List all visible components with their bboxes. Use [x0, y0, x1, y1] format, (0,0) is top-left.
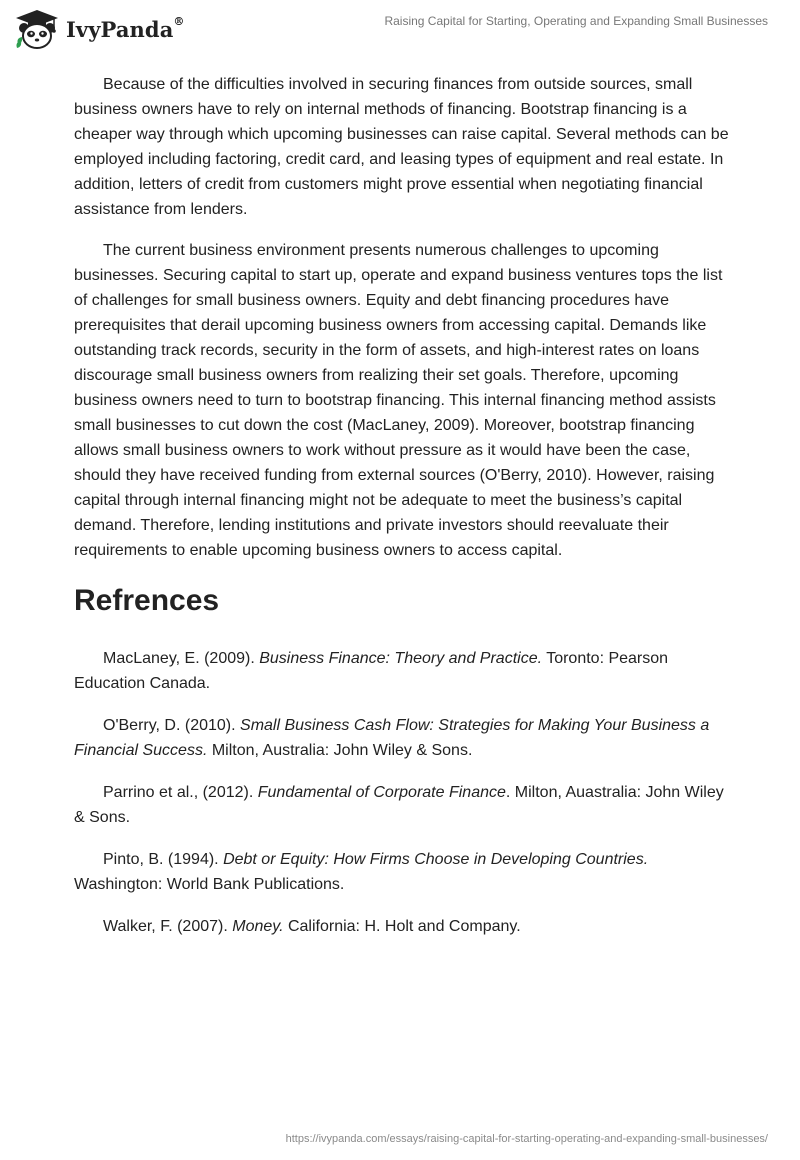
reference-publisher: Washington: World Bank Publications.	[74, 876, 345, 893]
reference-title: Debt or Equity: How Firms Choose in Developing Countries.	[223, 851, 649, 868]
reference-author: O'Berry, D. (2010).	[103, 717, 241, 734]
reference-publisher: . Milton, Auastralia: John Wiley & Sons.	[74, 784, 724, 826]
reference-item-2	[74, 713, 734, 763]
page-header	[0, 0, 800, 62]
reference-author: Walker, F. (2007).	[103, 918, 233, 935]
document-title: Raising Capital for Starting, Operating and Expanding Small Businesses	[384, 14, 768, 28]
reference-author: Pinto, B. (1994).	[103, 851, 224, 868]
brand-name	[66, 14, 185, 42]
references-heading: Refrences	[74, 584, 220, 617]
reference-publisher: Toronto: Pearson Education Canada.	[74, 650, 669, 692]
reference-author: MacLaney, E. (2009).	[103, 650, 260, 667]
body-paragraph-1: Because of the difficulties involved in securing finances from outside sources, small business owners have to rely on internal methods of financing. Bootstrap financing is a cheaper way through which upcoming businesses can raise capital. Several methods can be employed including factoring, credit card, and leasing types of equipment and real estate. In addition, letters of credit from customers might prove essential when negotiating financial assistance from lenders.	[74, 76, 729, 218]
source-url[interactable]: https://ivypanda.com/essays/raising-capital-for-starting-operating-and-expanding-small-businesses/	[285, 1133, 768, 1145]
registered-mark: ®	[173, 14, 185, 28]
reference-publisher: California: H. Holt and Company.	[283, 918, 521, 935]
reference-item-5	[74, 914, 734, 939]
reference-publisher: Milton, Australia: John Wiley & Sons.	[207, 742, 473, 759]
reference-title: Business Finance: Theory and Practice.	[259, 650, 543, 667]
body-paragraph-2: The current business environment presents numerous challenges to upcoming businesses. Securing capital to start up, operate and expand business ventures tops the list of challenges for small business owners. Equity and debt financing procedures have prerequisites that derail upcoming business owners from accessing capital. Demands like outstanding track records, security in the form of assets, and high-interest rates on loans discourage small business owners from realizing their set goals. Therefore, upcoming business owners need to turn to bootstrap financing. This internal financing method assists small businesses to cut down the cost (MacLaney, 2009). Moreover, bootstrap financing allows small business owners to work without pressure as it would have been the case, should they have received funding from external sources (O'Berry, 2010). However, raising capital through internal financing might not be adequate to meet the business’s capital demand. Therefore, lending institutions and private investors should reevaluate their requirements to enable upcoming business owners to access capital.	[74, 242, 723, 559]
reference-author: Parrino et al., (2012).	[103, 784, 258, 801]
panda-graduate-icon	[14, 8, 60, 50]
reference-title: Small Business Cash Flow: Strategies for Making Your Business a Financial Success.	[74, 717, 710, 759]
brand-logo[interactable]	[14, 8, 185, 50]
reference-title: Fundamental of Corporate Finance	[257, 784, 506, 801]
reference-item-4	[74, 847, 734, 897]
reference-item-1	[74, 646, 734, 696]
brand-name-text: IvyPanda	[66, 16, 174, 42]
reference-item-3	[74, 780, 734, 830]
document-body	[74, 72, 734, 956]
reference-title: Money.	[232, 918, 284, 935]
